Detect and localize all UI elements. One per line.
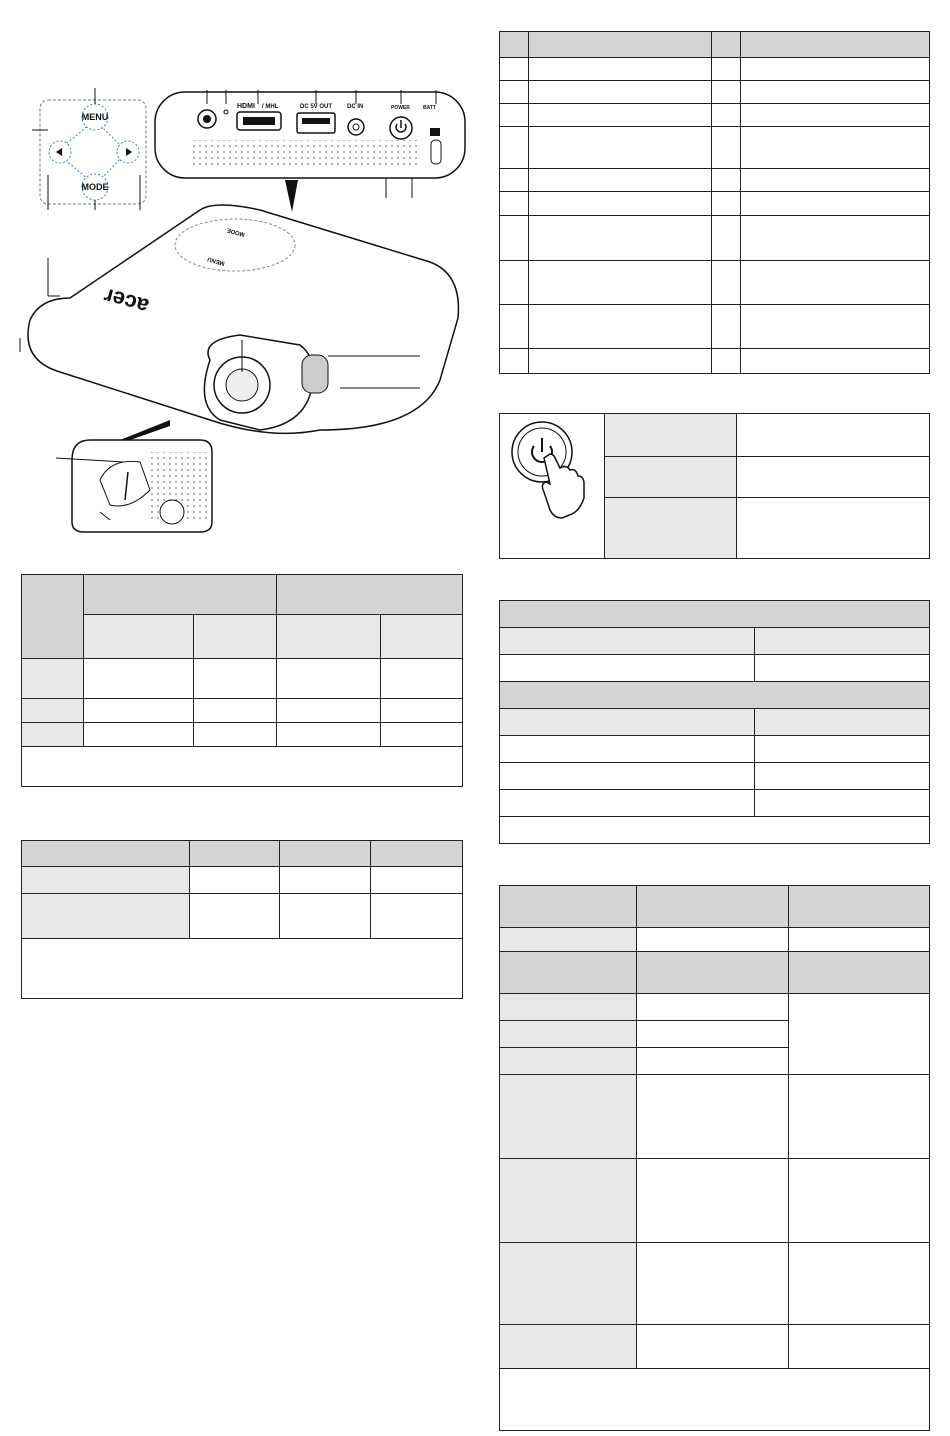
spec-table-f [499, 885, 930, 1431]
section-header [500, 601, 930, 628]
table-row [500, 763, 930, 790]
power-button-table [499, 413, 930, 559]
power-label: POWER [391, 105, 410, 111]
table-row [22, 867, 463, 894]
table-row [500, 349, 930, 374]
table-row [500, 790, 930, 817]
mhl-label: / MHL [262, 104, 279, 110]
hdmi-label: HDMI [237, 103, 255, 110]
projector-body [20, 205, 458, 433]
batt-label: BATT [423, 105, 436, 111]
dc-in-label: DC IN [347, 104, 364, 110]
table-row [500, 736, 930, 763]
table-row [500, 127, 930, 169]
spec-table-b [21, 840, 463, 999]
keypad-inset [32, 88, 146, 210]
power-button-illustration-cell [500, 414, 605, 559]
table-a-group-header [83, 575, 277, 615]
table-a-footnote [22, 747, 463, 787]
table-row [500, 628, 930, 655]
table-row [500, 58, 930, 81]
table-row [22, 723, 463, 747]
dc-out-label: DC 5V OUT [300, 104, 333, 110]
table-row [22, 699, 463, 723]
section-header [500, 682, 930, 709]
brand-logo: acer [101, 283, 152, 320]
table-row [500, 1325, 930, 1369]
keypad-menu-label: MENU [81, 112, 109, 122]
table-a-subheader [83, 615, 193, 659]
top-mode-label: MODE [226, 226, 246, 237]
spec-table-a [21, 574, 463, 787]
table-row [22, 659, 463, 699]
table-row [500, 81, 930, 104]
table-row [500, 192, 930, 216]
parts-index-table [499, 31, 930, 374]
table-a-corner [22, 575, 84, 659]
spec-table-e [499, 600, 930, 844]
table-a-subheader [193, 615, 277, 659]
table-row [500, 169, 930, 192]
table-row [500, 709, 930, 736]
lens-cover-inset [56, 420, 212, 532]
table-row [500, 994, 930, 1021]
table-a-subheader [277, 615, 381, 659]
table-row [500, 1075, 930, 1159]
table-row [500, 655, 930, 682]
table-row [500, 104, 930, 127]
table-row [500, 216, 930, 261]
table-e-footnote [500, 817, 930, 844]
table-row [500, 261, 930, 305]
table-row [22, 894, 463, 939]
table-row [500, 1159, 930, 1243]
table-row [500, 305, 930, 349]
table-b-footnote [22, 939, 463, 999]
table-a-group-header [277, 575, 463, 615]
projector-overview-diagram [0, 0, 480, 545]
table-f-footnote [500, 1369, 930, 1431]
table-row [500, 928, 930, 952]
power-press-illustration [500, 414, 604, 558]
top-menu-label: MENU [206, 255, 226, 266]
rear-panel-inset [155, 90, 465, 212]
table-a-subheader [381, 615, 463, 659]
table-row [500, 1243, 930, 1325]
keypad-mode-label: MODE [81, 182, 109, 192]
